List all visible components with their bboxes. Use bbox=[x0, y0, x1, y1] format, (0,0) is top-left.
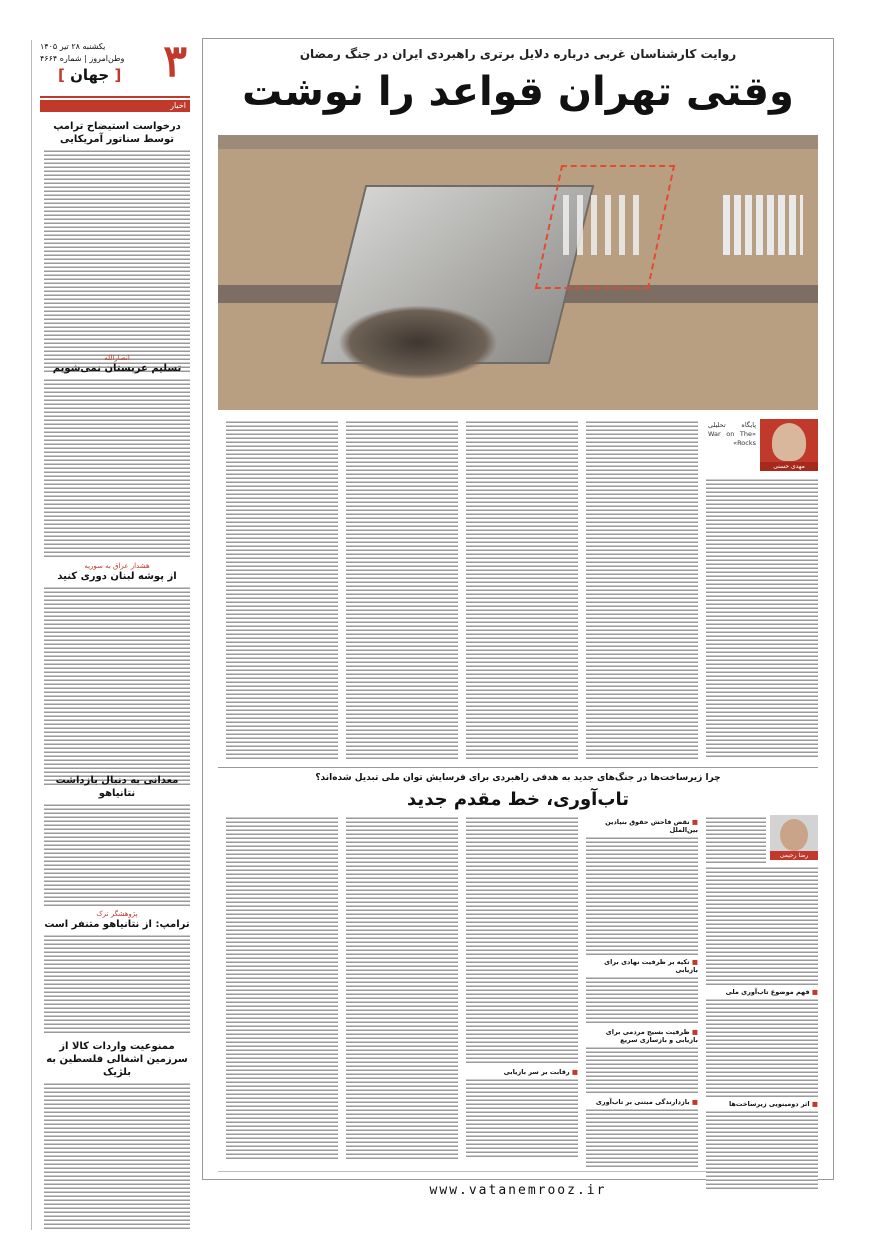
author-name: مهدی حسنی bbox=[760, 462, 818, 471]
page-number: ۳ bbox=[163, 36, 187, 87]
author2-name: رضا رحیمی bbox=[770, 851, 818, 860]
story-column bbox=[586, 419, 698, 759]
brief-title: از پوشه لبنان دوری کنید bbox=[57, 571, 177, 582]
sub-column bbox=[586, 815, 698, 1160]
sub-column bbox=[346, 815, 458, 1160]
photo-vehicles bbox=[723, 195, 803, 255]
masthead bbox=[40, 36, 190, 98]
sub-story-kicker: چرا زیرساخت‌ها در جنگ‌های جدید به هدفی راهبردی برای فرسایش توان ملی تبدیل شده‌اند؟ bbox=[315, 773, 721, 783]
author-source: پایگاه تحلیلی «War on The Rocks» bbox=[708, 421, 756, 447]
sub-title: ■ تکیه بر ظرفیت نهادی برای بازیابی bbox=[586, 958, 698, 974]
brief-body bbox=[44, 933, 190, 1033]
brief-item bbox=[44, 910, 190, 1033]
column-text bbox=[706, 477, 818, 759]
issue-number: وطن‌امروز | شماره ۴۶۶۴ bbox=[40, 54, 125, 63]
sub-title: ■ رقابت بر سر بازیابی bbox=[466, 1068, 578, 1076]
brief-kicker: هشدار عراق به سوریه bbox=[84, 562, 150, 570]
sub-story-headline: تاب‌آوری، خط مقدم جدید bbox=[407, 789, 629, 810]
sub-title: ■ اثر دومینویی زیرساخت‌ها bbox=[706, 1100, 818, 1108]
column-text bbox=[466, 815, 578, 1065]
photo-damage bbox=[338, 305, 498, 380]
photo-highlight-box bbox=[535, 165, 675, 289]
section-label: جهان bbox=[70, 66, 110, 84]
story-column bbox=[346, 419, 458, 759]
brief-item bbox=[44, 774, 190, 906]
brief-title: ممنوعیت واردات کالا از سرزمین اشغالی فلسطین به بلژیک bbox=[46, 1041, 188, 1078]
main-story-frame bbox=[202, 38, 834, 1198]
sub-column bbox=[226, 815, 338, 1160]
brief-kicker: انصارالله bbox=[104, 354, 130, 362]
sub-column bbox=[466, 815, 578, 1160]
sub-column-intro bbox=[706, 815, 766, 1160]
news-sidebar bbox=[31, 36, 190, 1230]
brief-body bbox=[44, 585, 190, 785]
brief-item bbox=[44, 1040, 190, 1229]
brief-item bbox=[44, 120, 190, 374]
story-headline: وقتی تهران قواعد را نوشت bbox=[242, 69, 794, 115]
column-text bbox=[586, 1045, 698, 1095]
brief-kicker: پژوهشگر ترک bbox=[96, 910, 138, 918]
story-column bbox=[706, 419, 818, 759]
issue-date: یکشنبه ۲۸ تیر ۱۴۰۵ bbox=[40, 42, 106, 51]
column-text bbox=[706, 815, 766, 863]
sub-title: ■ نقض فاحش حقوق بنیادین بین‌الملل bbox=[586, 818, 698, 834]
brief-item bbox=[44, 354, 190, 559]
column-text bbox=[586, 975, 698, 1025]
brief-item bbox=[44, 562, 190, 785]
website-link[interactable]: www.vatanemrooz.ir bbox=[429, 1183, 607, 1198]
column-text bbox=[466, 1077, 578, 1157]
footer-rule bbox=[218, 1171, 818, 1172]
author-photo bbox=[760, 419, 818, 471]
brief-title: تسلیم عربستان نمی‌شویم bbox=[52, 363, 182, 374]
author2-photo bbox=[770, 815, 818, 860]
sub-title: ■ فهم موضوع تاب‌آوری ملی bbox=[706, 988, 818, 996]
brief-body bbox=[44, 802, 190, 906]
story-kicker: روایت کارشناسان غربی درباره دلایل برتری راهبردی ایران در جنگ رمضان bbox=[299, 47, 737, 61]
sub-title: ■ ظرفیت بسیج مردمی برای بازیابی و بازسازی سریع bbox=[586, 1028, 698, 1044]
satellite-photo bbox=[218, 135, 818, 410]
sub-title: ■ بازدارندگی مبتنی بر تاب‌آوری bbox=[586, 1098, 698, 1106]
author2-face bbox=[780, 819, 808, 851]
brief-title: ترامپ: از نتانیاهو متنفر است bbox=[44, 919, 190, 930]
story-column bbox=[466, 419, 578, 759]
column-text bbox=[586, 835, 698, 955]
section-divider bbox=[218, 767, 818, 768]
brief-body bbox=[44, 377, 190, 559]
news-tag: اخبار bbox=[40, 100, 190, 112]
column-text bbox=[586, 1107, 698, 1167]
author-face bbox=[772, 423, 806, 461]
brief-body bbox=[44, 148, 190, 374]
brief-body bbox=[44, 1081, 190, 1229]
brief-title: درخواست استیضاح ترامپ توسط سناتور آمریکایی bbox=[53, 121, 181, 145]
story-column bbox=[226, 419, 338, 759]
section-title: [ جهان ] bbox=[58, 66, 122, 84]
brief-title: معدانی به دنبال بازداشت نتانیاهو bbox=[55, 775, 179, 799]
photo-road bbox=[218, 135, 818, 149]
